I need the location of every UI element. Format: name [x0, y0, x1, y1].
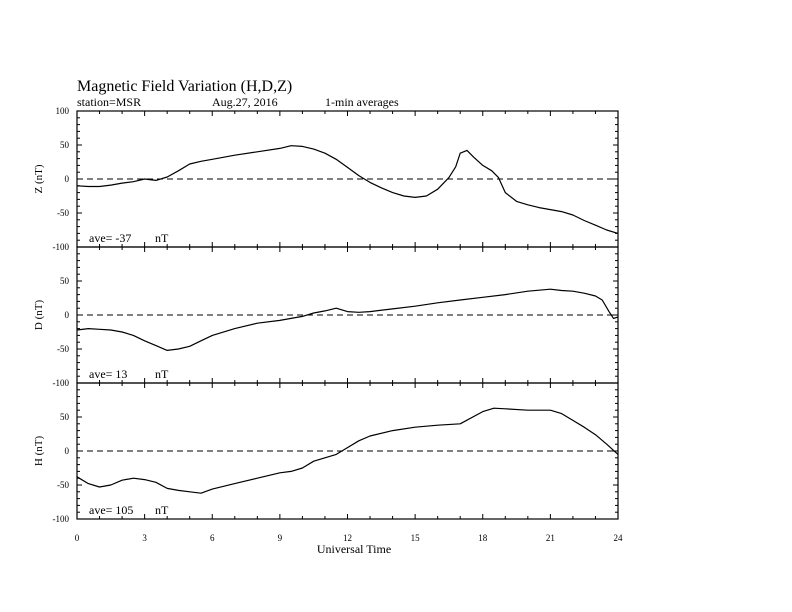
x-tick-label: 12	[343, 533, 352, 543]
y-axis-label-h: H (nT)	[33, 435, 45, 467]
y-tick-label-h: 0	[64, 446, 69, 456]
x-tick-label: 24	[613, 533, 623, 543]
y-tick-label-z: 50	[60, 140, 69, 150]
ave-label-d: ave= 13	[89, 367, 128, 381]
x-tick-label: 3	[142, 533, 147, 543]
y-tick-label-h: 50	[60, 412, 69, 422]
ave-label-h: ave= 105	[89, 503, 134, 517]
y-axis-label-d: D (nT)	[33, 299, 45, 331]
y-tick-label-z: 100	[55, 106, 69, 116]
x-axis-label: Universal Time	[316, 542, 392, 556]
y-tick-label-z: 0	[64, 174, 69, 184]
date-label: Aug.27, 2016	[212, 95, 278, 109]
chart-title: Magnetic Field Variation (H,D,Z)	[77, 78, 293, 95]
y-tick-label-d: -50	[57, 344, 69, 354]
y-tick-label-z: -100	[52, 242, 69, 252]
series-line-d	[77, 289, 618, 350]
y-tick-label-d: 0	[64, 310, 69, 320]
y-tick-label-d: 50	[60, 276, 69, 286]
y-tick-label-h: -100	[52, 514, 69, 524]
x-tick-label: 6	[210, 533, 215, 543]
y-axis-label-z: Z (nT)	[33, 164, 45, 194]
x-tick-label: 0	[74, 533, 80, 543]
x-tick-label: 15	[410, 533, 420, 543]
panels-group	[33, 106, 623, 543]
x-tick-label: 21	[545, 533, 555, 543]
averaging-label: 1-min averages	[325, 95, 399, 109]
y-tick-label-d: -100	[52, 378, 69, 388]
ave-label-z: ave= -37	[89, 231, 132, 245]
ave-unit-z: nT	[155, 231, 169, 245]
x-tick-label: 18	[478, 533, 488, 543]
ave-unit-h: nT	[155, 503, 169, 517]
y-tick-label-h: -50	[57, 480, 69, 490]
x-tick-label: 9	[277, 533, 283, 543]
y-tick-label-z: -50	[57, 208, 69, 218]
ave-unit-d: nT	[155, 367, 169, 381]
station-label: station=MSR	[77, 95, 142, 109]
series-line-z	[77, 146, 618, 234]
